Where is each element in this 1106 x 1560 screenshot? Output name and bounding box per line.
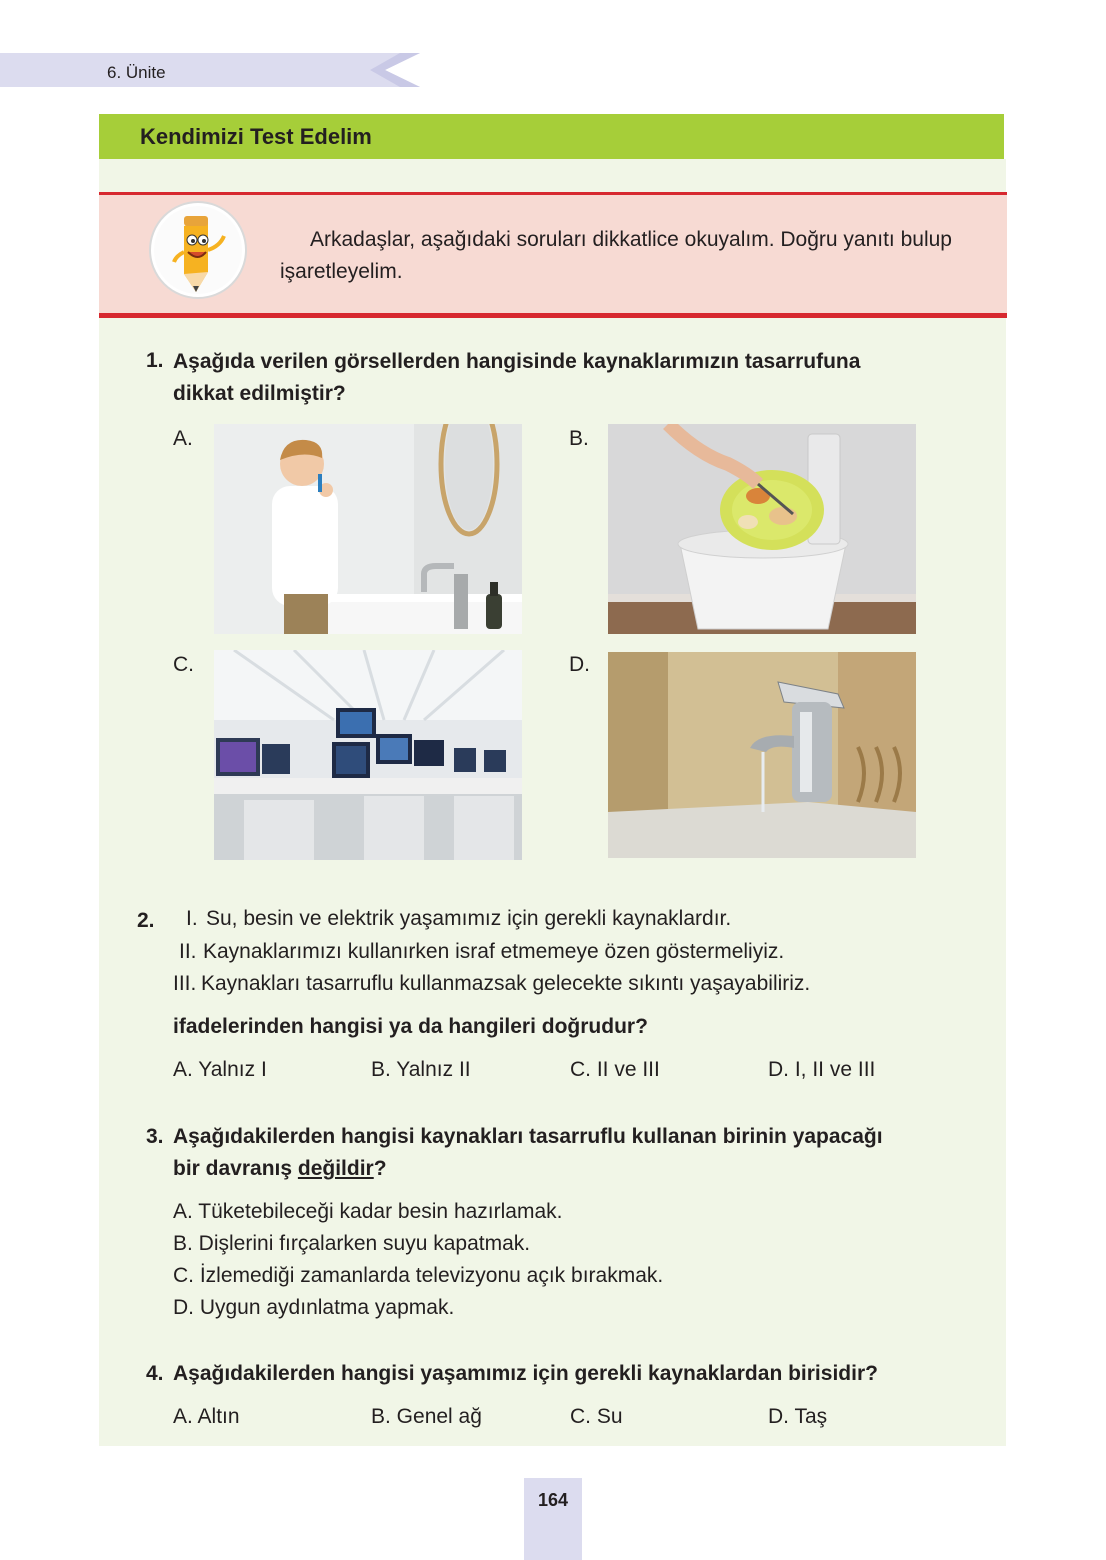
q2-roman-3: III. xyxy=(173,972,197,995)
q2-statement-2: Kaynaklarımızı kullanırken israf etmemeye özen göstermeliyiz. xyxy=(203,940,785,963)
q2-question: ifadelerinden hangisi ya da hangileri doğrudur? xyxy=(173,1015,648,1038)
q1-option-a[interactable]: A. xyxy=(173,427,193,450)
photo-child-brushing-teeth[interactable] xyxy=(214,424,522,634)
unit-label: 6. Ünite xyxy=(107,63,166,82)
q4-option-a[interactable]: A. Altın xyxy=(173,1405,240,1428)
page-number: 164 xyxy=(537,1490,569,1510)
q3-number: 3. xyxy=(146,1125,164,1148)
q1-line1: Aşağıda verilen görsellerden hangisinde kaynaklarımızın tasarrufuna xyxy=(173,350,861,373)
q3-line1: Aşağıdakilerden hangisi kaynakları tasarruflu kullanan birinin yapacağı xyxy=(173,1125,883,1148)
pencil-mascot-icon xyxy=(148,200,248,300)
q2-roman-1: I. xyxy=(186,907,198,930)
q2-statement-1: Su, besin ve elektrik yaşamımız için gerekli kaynaklardır. xyxy=(206,907,732,930)
photo-food-waste-bin[interactable] xyxy=(608,424,916,634)
q2-number: 2. xyxy=(137,909,155,932)
q2-option-c[interactable]: C. II ve III xyxy=(570,1058,660,1081)
photo-computer-control-room[interactable] xyxy=(214,650,522,860)
q3-option-d[interactable]: D. Uygun aydınlatma yapmak. xyxy=(173,1296,455,1319)
section-title: Kendimizi Test Edelim xyxy=(140,124,372,149)
q4-option-c[interactable]: C. Su xyxy=(570,1405,623,1428)
q2-roman-2: II. xyxy=(179,940,197,963)
q1-option-d[interactable]: D. xyxy=(569,653,590,676)
q1-option-b[interactable]: B. xyxy=(569,427,589,450)
q1-number: 1. xyxy=(146,349,164,372)
q3-emphasis: değildir xyxy=(297,1157,374,1180)
q2-option-a[interactable]: A. Yalnız I xyxy=(173,1058,267,1081)
q4-number: 4. xyxy=(146,1362,164,1385)
q2-option-b[interactable]: B. Yalnız II xyxy=(371,1058,471,1081)
unit-tab xyxy=(0,53,420,87)
q2-option-d[interactable]: D. I, II ve III xyxy=(768,1058,876,1081)
q1-line2: dikkat edilmiştir? xyxy=(173,382,346,405)
photo-dripping-faucet[interactable] xyxy=(608,652,916,858)
q4-option-b[interactable]: B. Genel ağ xyxy=(371,1405,482,1428)
q1-option-c[interactable]: C. xyxy=(173,653,194,676)
q3-option-b[interactable]: B. Dişlerini fırçalarken suyu kapatmak. xyxy=(173,1232,531,1255)
q3-line2: bir davranış değildir? xyxy=(173,1157,387,1180)
q3-option-c[interactable]: C. İzlemediği zamanlarda televizyonu açık bırakmak. xyxy=(173,1264,664,1287)
instruction-text: Arkadaşlar, aşağıdaki soruları dikkatlice okuyalım. Doğru yanıtı bulup işaretleyelim. xyxy=(280,228,952,283)
q4-option-d[interactable]: D. Taş xyxy=(768,1405,828,1428)
q3-option-a[interactable]: A. Tüketebileceği kadar besin hazırlamak. xyxy=(173,1200,563,1223)
q2-statement-3: Kaynakları tasarruflu kullanmazsak gelecekte sıkıntı yaşayabiliriz. xyxy=(201,972,811,995)
q4-question: Aşağıdakilerden hangisi yaşamımız için gerekli kaynaklardan birisidir? xyxy=(173,1362,878,1385)
